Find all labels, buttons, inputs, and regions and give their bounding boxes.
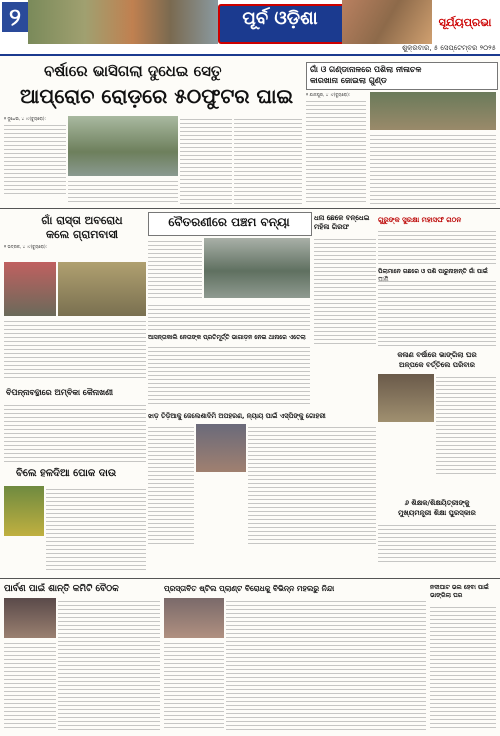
story10-body-col1 bbox=[148, 424, 194, 544]
issue-date: ଶୁକ୍ରବାର, ୫ ସେପ୍ଟେମ୍ବର ୨୦୨୫ bbox=[401, 44, 496, 52]
story15-photo bbox=[164, 598, 224, 638]
story6-headline: ଗୁରୁଙ୍କ ସୁରକ୍ଷା ମହାସଙ୍ଘ ଗଠନ bbox=[378, 216, 462, 224]
story11-headline: ବିଲେ ହଳଦିଆ ପୋକ ଦାଉ bbox=[16, 468, 117, 479]
story14-headline: ପାର୍ବଣ ପାଇଁ ଶାନ୍ତି କମିଟି ବୈଠକ bbox=[4, 584, 119, 594]
story15-body bbox=[226, 598, 426, 730]
story5-body bbox=[314, 236, 376, 346]
story5-headline: ଧନା ଛେଳେ ବନ୍ଧେଇ ମହିଳା ଗିରଫ bbox=[314, 214, 370, 231]
story4-body-col1 bbox=[148, 238, 202, 298]
story16-body bbox=[430, 604, 496, 730]
story4-photo-flood bbox=[204, 238, 310, 298]
story2-body-col1: ୧ ଯାଜପୁର, ୪ ।୯(ବ୍ୟୁରୋ): bbox=[306, 92, 366, 202]
story3-photo-1 bbox=[4, 262, 56, 316]
masthead-rule bbox=[0, 54, 500, 56]
story16-headline: ନଦୀଘାଟ ଭଲ ହେବା ପାଇଁ ଭାଙ୍ଗିଲା ଘର bbox=[430, 584, 489, 599]
section-divider-1 bbox=[0, 208, 500, 209]
story7-body bbox=[4, 402, 146, 462]
lead-body-col3 bbox=[180, 116, 232, 206]
story9-body bbox=[378, 278, 496, 346]
story7-headline: ବିପନ୍ନାବନ୍ଥାରେ ଅମ୍ବିକା କୈନାଖଣୀ bbox=[6, 388, 113, 397]
story4-headline: ବୈତରଣୀରେ ପଞ୍ଚମ ବନ୍ୟା bbox=[168, 215, 290, 229]
story2-photo bbox=[370, 92, 496, 130]
story13-body bbox=[378, 522, 496, 562]
story14-body-2 bbox=[4, 640, 56, 730]
story15-body-2 bbox=[164, 640, 224, 730]
story2-body-col2 bbox=[370, 132, 496, 204]
story10-headline: ଝାଡ଼ ତିଡ଼ିଆକୁ ଜେଲେଶାଦିମି ଅପହରଣ, ନ୍ୟାୟ ପାଇଁ ଏସ୍ପିଙ୍କୁ ଗୋହରୀ bbox=[148, 412, 326, 420]
story6-body bbox=[378, 228, 496, 264]
lead-headline-2: ଆପ୍ରୋଚ ରୋଡ଼ରେ ୫୦ଫୁଟର ଘାଇ bbox=[20, 84, 294, 108]
section-divider-2 bbox=[0, 578, 500, 579]
story13-headline: ୬ ଶିକ୍ଷକ/ଶିକ୍ଷୟିତ୍ରୀଙ୍କୁ ମୁଖ୍ୟମନ୍ତ୍ରୀ ଶିକ୍ଷା ପୁରସ୍କାର bbox=[398, 499, 476, 517]
page-number: ୨ bbox=[2, 2, 28, 32]
masthead-photo-right bbox=[342, 0, 432, 44]
story3-photo-2 bbox=[58, 262, 146, 316]
lead-body-col2 bbox=[68, 178, 178, 204]
lead-body-col4 bbox=[234, 116, 302, 206]
story11-body bbox=[46, 486, 146, 572]
story8-body bbox=[148, 344, 310, 404]
story12-body bbox=[436, 374, 496, 474]
story8-headline: ଆସନ୍ତାକାଲି ନେତାଙ୍କ ପ୍ରତିମୂର୍ତ୍ତି ଭାଗାଡ଼ନ ନେଇ ଥାନାରେ ଏତେଲା bbox=[148, 334, 306, 341]
story14-photo bbox=[4, 598, 56, 638]
story3-headline: ଗାଁ ରାସ୍ତା ଅବରୋଧ କଲେ ଗ୍ରାମବାସୀ bbox=[41, 214, 123, 241]
story2-headline: ଗାଁ ଓ ଗଣ୍ଡାନାଳରେ ପଶିଲା ନୀଳାଚଳ କାରଖାନା ଜୋଇଲା ଗୁଣ୍ଡ bbox=[310, 65, 422, 85]
story4-body-col2 bbox=[148, 302, 310, 330]
story15-headline: ପ୍ରସ୍ତାବିତ ଷ୍ଟିଲ ପ୍ଲାଣ୍ଟ ବିରୋଧକୁ ବିଭିନ୍ନ ମହଲରୁ ନିନ୍ଦା bbox=[164, 584, 335, 593]
story14-body bbox=[58, 598, 160, 730]
lead-body-col1: ୧ ଦୁଧେଇ, ୪ ।୯(ବ୍ୟୁରୋ): bbox=[4, 116, 66, 196]
story12-headline: କଳାଣ ବର୍ଷାରେ ଭାଙ୍ଗିଲା ଘର ଅଳ୍ପକେ ବର୍ତ୍ତିଲେ ପରିବାର bbox=[397, 351, 477, 369]
story11-photo bbox=[4, 486, 44, 536]
story10-body-col2 bbox=[248, 424, 376, 544]
story12-photo bbox=[378, 374, 434, 422]
story3-body bbox=[4, 318, 146, 380]
lead-photo-river bbox=[68, 116, 178, 176]
story3-dateline: ୧ ଭଦ୍ରକ, ୪ ।୯(ବ୍ୟୁରୋ): bbox=[4, 244, 48, 249]
lead-headline-1: ବର୍ଷାରେ ଭାସିଗଲା ଦୁଧେଇ ସେତୁ bbox=[44, 62, 222, 80]
story9-headline: ପିଲାମାନେ ଗଛରେ ଓ ପଶି ପାରୁନାହାନ୍ତି ଗାଁ ପାଇଁ bbox=[378, 268, 488, 275]
masthead-photo-strip bbox=[28, 0, 218, 44]
paper-title: ପୂର୍ବ ଓଡ଼ିଶା bbox=[242, 8, 318, 29]
story10-photo bbox=[196, 424, 246, 472]
brand-logo: ସୂର୍ଯ୍ୟପ୍ରଭା bbox=[438, 16, 492, 29]
